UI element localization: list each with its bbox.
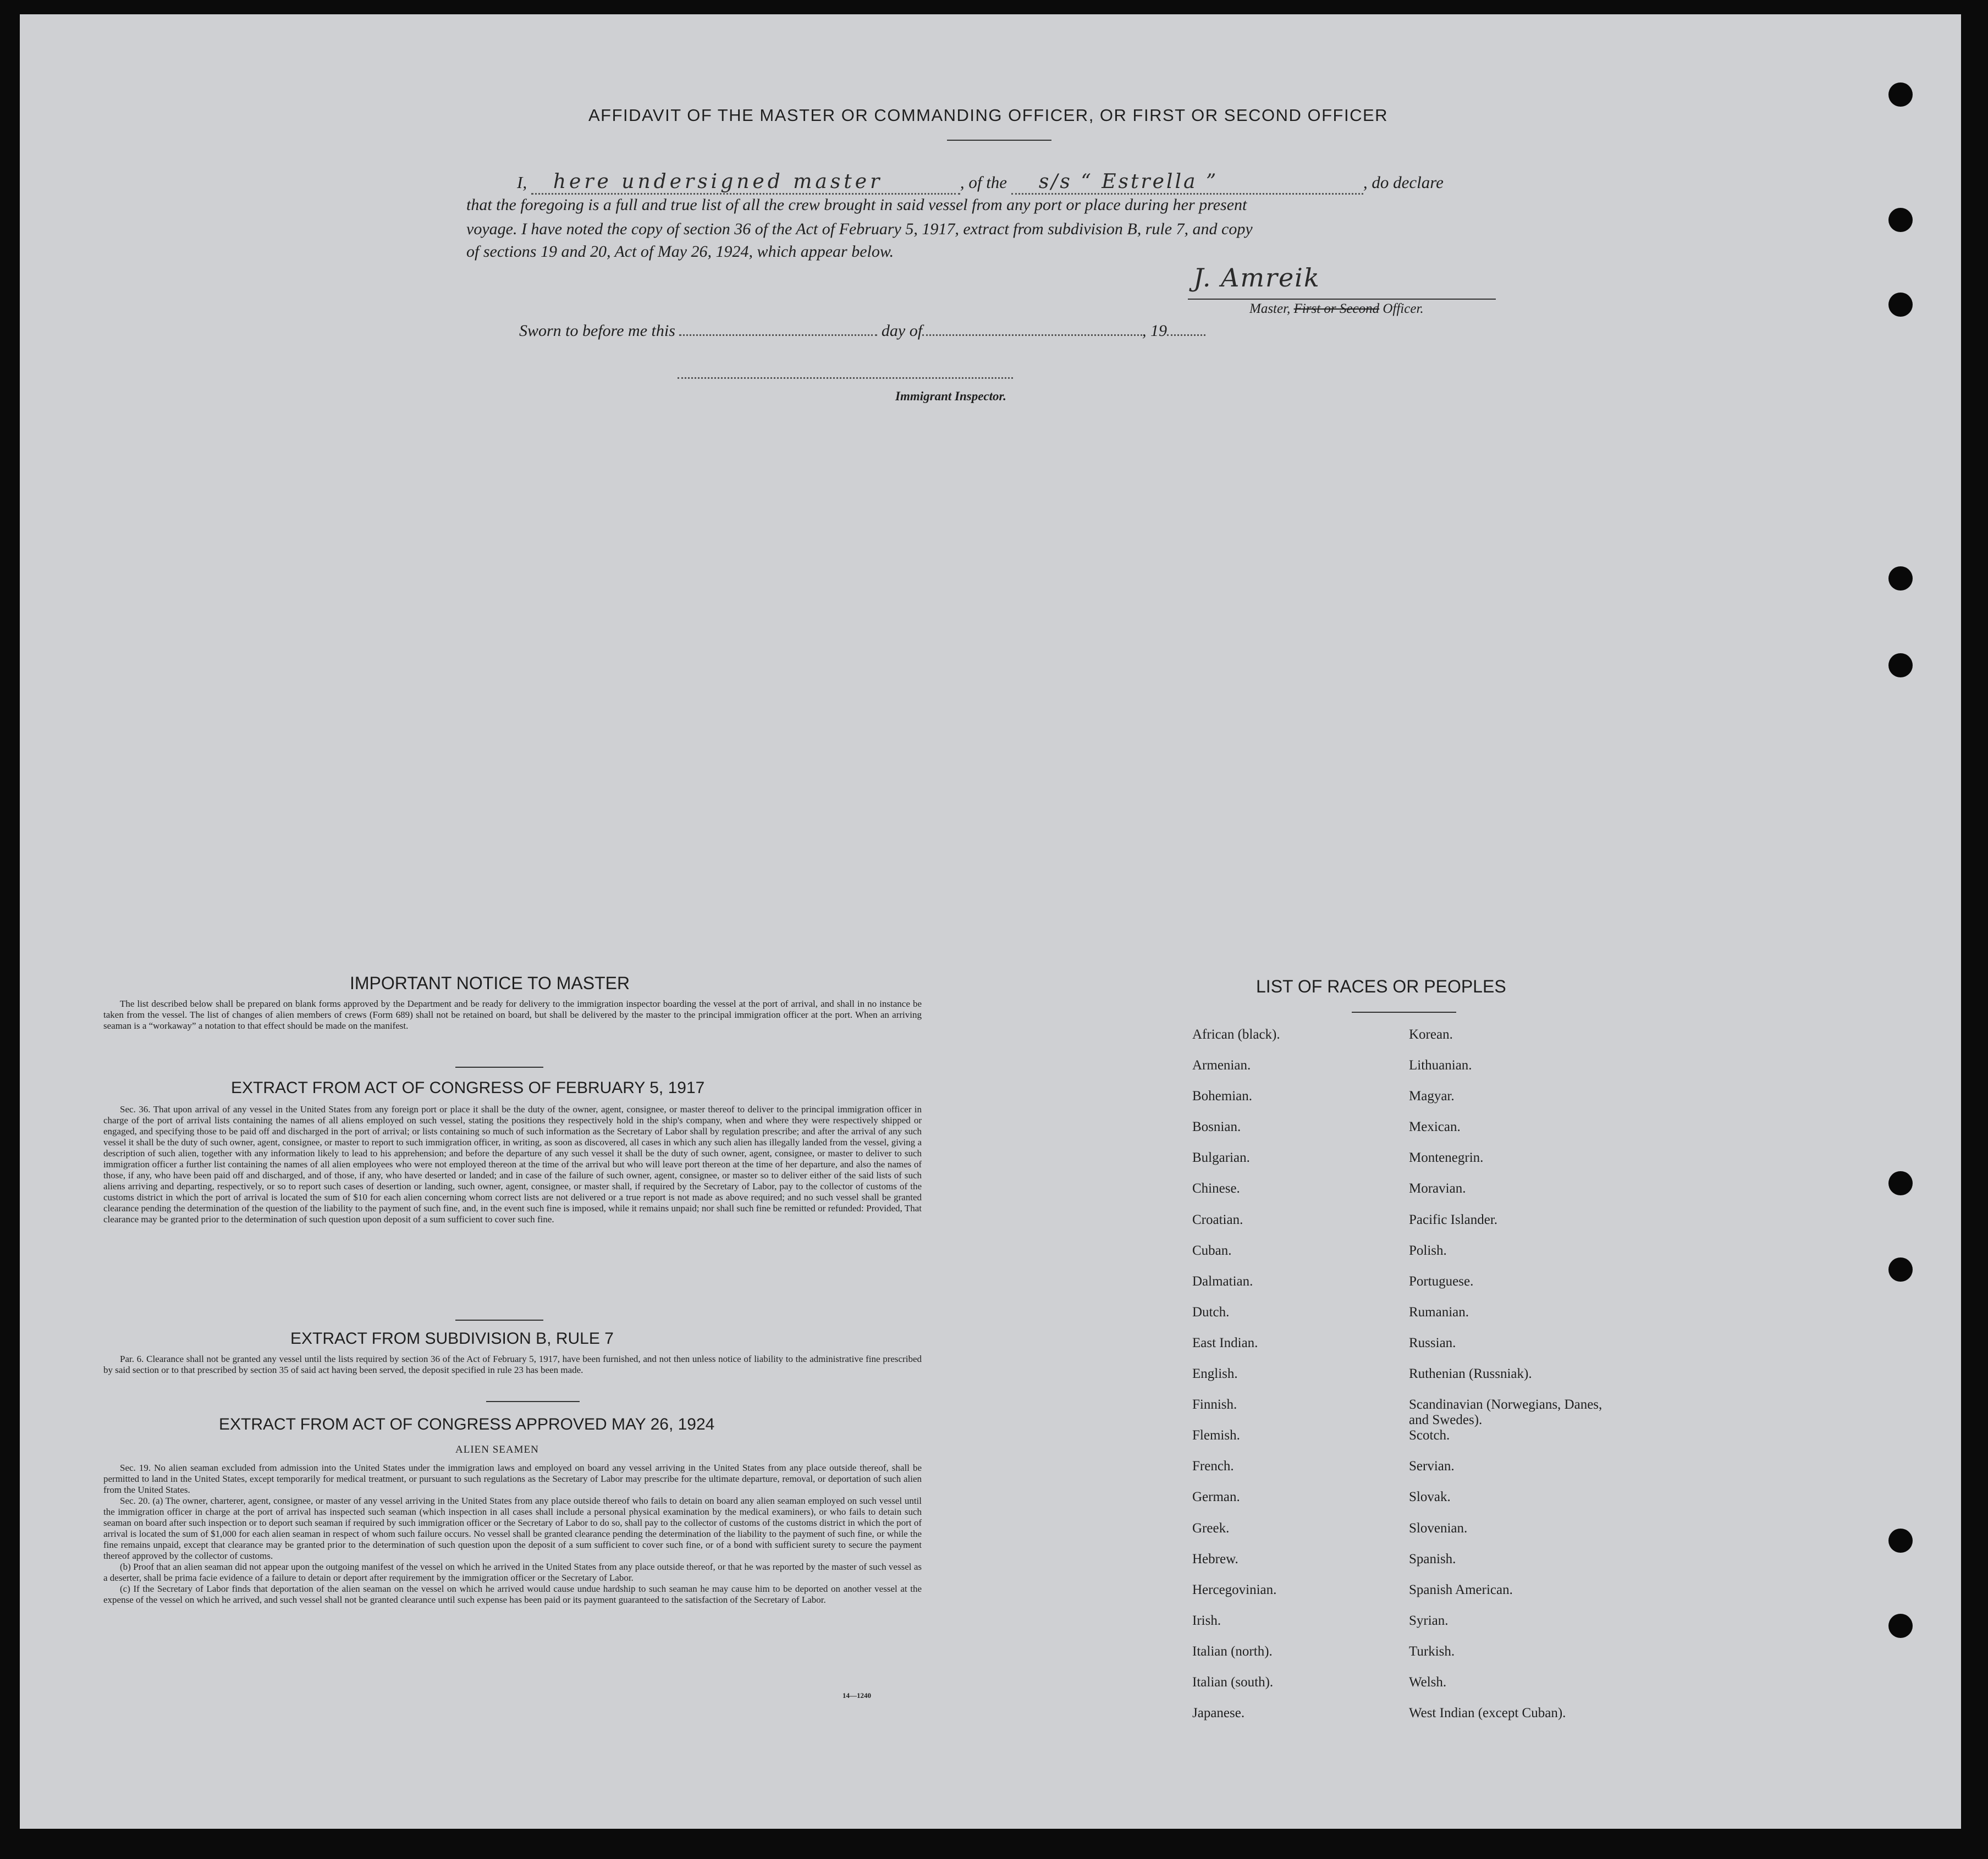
race-item: Bohemian. bbox=[1192, 1089, 1253, 1104]
extract-1917-text: Sec. 36. That upon arrival of any vessel in the United States from any foreign port or place it shall be the duty of the owner, agent, consignee, or master thereof to deliver to the principal immigration officer in charge of the port of arrival lists containing the names of all aliens employed on such vessel, stating the positions they respectively hold in the ship's company, when and where they were respectively shipped or engaged, and specifying those to be paid off and discharged in the port of arrival; or lists containing so much of such information as the Secretary of Labor shall by regulation prescribe; and after the arrival of any such vessel it shall be the duty of such owner, agent, consignee, or master to report to such immigration officer, in writing, as soon as discovered, all cases in which any such alien has illegally landed from the vessel, giving a description of such alien, together with any information likely to lead to his apprehension; and before the departure of any such vessel it shall be the duty of such owner, agent, consignee, or master to deliver to such immigration officer a further list containing the names of all alien employees who were not employed thereon at the time of the arrival but who will leave port thereon at the time of her departure, and also the names of those, if any, who have been paid off and discharged, and of those, if any, who have deserted or landed; and in case of the failure of such owner, agent, consignee, or master so to deliver either of the said lists of such aliens arriving and departing, respectively, or so to report such cases of desertion or landing, such owner, agent, consignee, or master shall, if required by the Secretary of Labor, pay to the collector of customs of the customs district in which the port of arrival is located the sum of $10 for each alien concerning whom correct lists are not delivered or a true report is not made as above required; and no such vessel shall be granted clearance pending the determination of the question of the liability to the payment of such fine, and, in the event such fine is imposed, while it remains unpaid; nor shall such fine be remitted or refunded: Provided, That clearance may be granted prior to the determination of such question upon deposit of a sum sufficient to cover such fine. bbox=[103, 1104, 922, 1224]
extract-1924-heading: EXTRACT FROM ACT OF CONGRESS APPROVED MAY 26, 1924 bbox=[219, 1415, 715, 1433]
form-number: 14—1240 bbox=[842, 1691, 871, 1700]
punch-hole bbox=[1888, 1614, 1913, 1638]
extract-1917-heading: EXTRACT FROM ACT OF CONGRESS OF FEBRUARY 5, 1917 bbox=[231, 1079, 705, 1097]
race-item: Ruthenian (Russniak). bbox=[1409, 1366, 1532, 1382]
notice-heading: IMPORTANT NOTICE TO MASTER bbox=[350, 973, 630, 993]
affidavit-line-2: that the foregoing is a full and true list of all the crew brought in said vessel from any port or place during her present bbox=[466, 196, 1247, 214]
race-item: Korean. bbox=[1409, 1027, 1453, 1042]
punch-hole bbox=[1888, 82, 1913, 107]
race-item: Bosnian. bbox=[1192, 1119, 1241, 1135]
race-item: English. bbox=[1192, 1366, 1238, 1382]
label-of-the: , of the bbox=[960, 173, 1007, 192]
race-item: Italian (south). bbox=[1192, 1674, 1274, 1690]
race-item: Spanish American. bbox=[1409, 1582, 1513, 1597]
punch-hole bbox=[1888, 293, 1913, 317]
sworn-line: Sworn to before me this day of , 19 bbox=[519, 322, 1205, 340]
races-right-column bbox=[1409, 1027, 1623, 1736]
race-item: Syrian. bbox=[1409, 1613, 1449, 1628]
race-item: Dutch. bbox=[1192, 1304, 1230, 1320]
race-item: Pacific Islander. bbox=[1409, 1212, 1498, 1227]
race-item: Slovenian. bbox=[1409, 1520, 1468, 1536]
affidavit-line-3: voyage. I have noted the copy of section 36 of the Act of February 5, 1917, extract from subdivision B, rule 7, and copy bbox=[466, 220, 1253, 238]
race-item: Dalmatian. bbox=[1192, 1273, 1253, 1289]
signature-caption: Master, First or Second Officer. bbox=[1249, 301, 1424, 316]
rule7-text: Par. 6. Clearance shall not be granted any vessel until the lists required by section 36 of the Act of February 5, 1917, have been furnished, and not then unless notice of liability to the administrative fine prescribed by said section or to that prescribed by section 35 of said act having been served, the deposit specified in rule 23 has been made. bbox=[103, 1354, 922, 1375]
rule7-heading: EXTRACT FROM SUBDIVISION B, RULE 7 bbox=[290, 1330, 614, 1348]
race-item: Italian (north). bbox=[1192, 1643, 1273, 1659]
master-signature: J. Amreik bbox=[1193, 263, 1320, 293]
race-item: Scotch. bbox=[1409, 1428, 1450, 1443]
races-heading: LIST OF RACES OR PEOPLES bbox=[1256, 977, 1506, 996]
race-item: Magyar. bbox=[1409, 1089, 1455, 1104]
punch-hole bbox=[1888, 208, 1913, 232]
race-item: African (black). bbox=[1192, 1027, 1280, 1042]
race-item: Hercegovinian. bbox=[1192, 1582, 1277, 1597]
race-item: Scandinavian (Norwegians, Danes, and Swedes). bbox=[1409, 1397, 1602, 1428]
race-item: Slovak. bbox=[1409, 1490, 1451, 1505]
alien-seamen-subheading: ALIEN SEAMEN bbox=[455, 1444, 539, 1455]
divider bbox=[455, 1067, 543, 1068]
race-item: Mexican. bbox=[1409, 1119, 1461, 1135]
inspector-line bbox=[678, 377, 1013, 379]
affidavit-heading: AFFIDAVIT OF THE MASTER OR COMMANDING OFFICER, OR FIRST OR SECOND OFFICER bbox=[588, 106, 1389, 125]
vessel-name-handwritten: s/s “ Estrella ” bbox=[1038, 170, 1219, 193]
race-item: Finnish. bbox=[1192, 1397, 1237, 1413]
affidavit-line-4: of sections 19 and 20, Act of May 26, 1924, which appear below. bbox=[466, 242, 894, 261]
race-item: Japanese. bbox=[1192, 1706, 1245, 1721]
signature-line bbox=[1188, 299, 1496, 300]
race-item: Rumanian. bbox=[1409, 1304, 1469, 1320]
race-item: East Indian. bbox=[1192, 1335, 1258, 1350]
punch-hole bbox=[1888, 1529, 1913, 1553]
affidavit-line-1 bbox=[517, 170, 1534, 195]
label-i: I, bbox=[517, 173, 527, 192]
race-item: Moravian. bbox=[1409, 1181, 1466, 1196]
race-item: Turkish. bbox=[1409, 1643, 1455, 1659]
extract-1924-text: Sec. 19. No alien seaman excluded from admission into the United States under the immigration laws and employed on board any vessel arriving in the United States from any place outside thereof, shall be permitted to land in the United States, except temporarily for medical treatment, or pursuant to such regulations as the Secretary of Labor may prescribe for the ultimate departure, removal, or deportation of such alien from the United States. Sec. 20. (a) The owner, charterer, agent, consignee, or master of any vessel arriving in the United States from any place outside thereof who fails to detain on board any alien seaman employed on such vessel until the immigration officer in charge at the port of arrival has inspected such seaman (which inspection in all cases shall include a personal physical examination by the medical examiners), or who fails to detain such seaman on board after such inspection or to deport such seaman if required by such immigration officer or the Secretary of Labor to do so, shall pay to the collector of customs of the customs district in which the port of arrival is located the sum of $1,000 for each alien seaman in respect of whom such failure occurs. No vessel shall be granted clearance pending the determination of the liability to the payment of such fine, or while the fine remains unpaid, except that clearance may be granted prior to the determination of such question upon the deposit of a sum sufficient to cover such fine, or of a bond with sufficient surety to secure the payment thereof approved by the collector of customs. (b) Proof that an alien seaman did not appear upon the outgoing manifest of the vessel on which he arrived in the United States from any place outside thereof, or that he was reported by the master of such vessel as a deserter, shall be prima facie evidence of a failure to detain or deport after requirement by the immigration officer or the Secretary of Labor. (c) If the Secretary of Labor finds that deportation of the alien seaman on the vessel on which he arrived would cause undue hardship to such seaman he may cause him to be deported on another vessel at the expense of the vessel on which he arrived, and such vessel shall not be granted clearance until such expense has been paid or its payment guaranteed to the satisfaction of the Secretary of Labor. bbox=[103, 1463, 922, 1605]
race-item: Cuban. bbox=[1192, 1243, 1232, 1258]
race-item: Irish. bbox=[1192, 1613, 1221, 1628]
divider bbox=[1352, 1012, 1456, 1013]
divider bbox=[947, 140, 1051, 141]
race-item: Flemish. bbox=[1192, 1428, 1240, 1443]
punch-hole bbox=[1888, 566, 1913, 591]
race-item: Greek. bbox=[1192, 1520, 1230, 1536]
race-item: Armenian. bbox=[1192, 1058, 1251, 1073]
race-item: Bulgarian. bbox=[1192, 1150, 1250, 1166]
races-left-column bbox=[1192, 1027, 1401, 1736]
race-item: French. bbox=[1192, 1459, 1234, 1474]
race-item: Polish. bbox=[1409, 1243, 1447, 1258]
punch-hole bbox=[1888, 653, 1913, 677]
race-item: West Indian (except Cuban). bbox=[1409, 1706, 1566, 1721]
divider bbox=[455, 1320, 543, 1321]
notice-text: The list described below shall be prepared on blank forms approved by the Department and be ready for delivery to the immigration inspector boarding the vessel at the port of arrival, and shall in no instance be taken from the vessel. The list of changes of alien members of crews (Form 689) shall not be retained on board, but shall be delivered by the master to the principal immigration officer at the port. When an arriving seaman is a “workaway” a notation to that effect should be made on the manifest. bbox=[103, 999, 922, 1031]
race-item: Servian. bbox=[1409, 1459, 1455, 1474]
race-item: Lithuanian. bbox=[1409, 1058, 1472, 1073]
inspector-label: Immigrant Inspector. bbox=[895, 389, 1006, 403]
race-item: Spanish. bbox=[1409, 1551, 1456, 1566]
label-do-declare: , do declare bbox=[1363, 173, 1444, 192]
race-item: German. bbox=[1192, 1490, 1240, 1505]
master-name-handwritten: here undersigned master bbox=[553, 170, 883, 193]
punch-hole bbox=[1888, 1257, 1913, 1282]
race-item: Russian. bbox=[1409, 1335, 1456, 1350]
race-item: Hebrew. bbox=[1192, 1551, 1238, 1566]
race-item: Portuguese. bbox=[1409, 1273, 1474, 1289]
divider bbox=[486, 1401, 580, 1402]
race-item: Chinese. bbox=[1192, 1181, 1240, 1196]
race-item: Welsh. bbox=[1409, 1674, 1447, 1690]
punch-hole bbox=[1888, 1171, 1913, 1195]
race-item: Croatian. bbox=[1192, 1212, 1243, 1227]
race-item: Montenegrin. bbox=[1409, 1150, 1484, 1166]
